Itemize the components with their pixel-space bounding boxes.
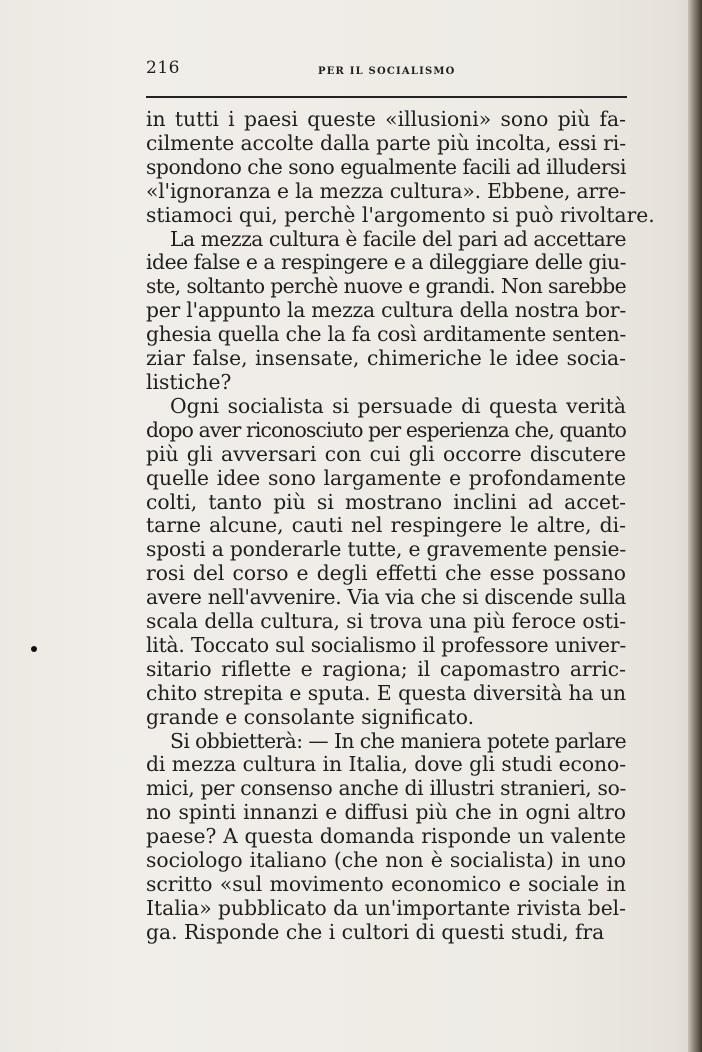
text-line: in tutti i paesi queste «illusioni» sono più fa- [146,107,626,131]
page-edge-shadow [688,0,702,1052]
text-line: «l'ignoranza e la mezza cultura». Ebbene, arre- [146,178,626,203]
text-line: colti, tanto più si mostrano inclini ad accet- [146,489,626,514]
page-number: 216 [146,58,180,78]
text-line: lità. Toccato sul socialismo il professore univer- [146,632,626,657]
text-line: di mezza cultura in Italia, dove gli studi econo- [146,752,626,777]
text-line: no spinti innanzi e diffusi più che in ogni altro [146,800,626,825]
text-line: sitario riflette e ragiona; il capomastro arric- [146,656,626,681]
paragraph-start-line: Si obbietterà: — In che maniera potete parlare [170,728,626,753]
text-line: grande e consolante significato. [146,704,475,729]
running-head: PER IL SOCIALISMO [318,66,456,77]
text-line: stiamoci qui, perchè l'argomento si può rivoltare. [146,202,655,227]
text-line: ste, soltanto perchè nuove e grandi. Non sarebbe [146,274,626,299]
paragraph-start-line: La mezza cultura è facile del pari ad accettare [170,226,626,251]
text-line: chito strepita e sputa. E questa diversità ha un [146,680,626,705]
text-line: quelle idee sono largamente e profondamente [146,465,626,490]
header-rule [146,96,627,98]
ink-mark [31,646,37,652]
text-line: cilmente accolte dalla parte più incolta, essi ri- [146,130,626,155]
text-line: rosi del corso e degli effetti che esse possano [146,561,626,586]
text-line: mici, per consenso anche di illustri stranieri, so- [146,776,626,801]
text-line: tarne alcune, cauti nel respingere le altre, di- [146,513,626,538]
text-line: più gli avversari con cui gli occorre discutere [146,441,626,466]
text-line: scala della cultura, si trova una più feroce osti- [146,609,626,634]
text-line: Italia» pubblicato da un'importante rivista bel- [146,895,626,920]
text-line: avere nell'avvenire. Via via che si discende sulla [146,585,626,610]
text-line: ziar false, insensate, chimeriche le idee socia- [146,346,626,371]
text-line: listiche? [146,369,232,394]
text-line: paese? A questa domanda risponde un valente [146,824,626,849]
page-header [146,58,626,90]
text-line: sposti a ponderarle tutte, e gravemente pensie- [146,537,626,562]
body-text [146,107,655,945]
text-line: ga. Risponde che i cultori di questi studi, fra [146,919,605,944]
text-line: ghesia quella che la fa così arditamente senten- [146,322,626,347]
text-line: spondono che sono egualmente facili ad illudersi [146,154,626,179]
paragraph-start-line: Ogni socialista si persuade di questa verità [170,393,626,418]
text-line: per l'appunto la mezza cultura della nostra bor- [146,298,626,323]
text-line: scritto «sul movimento economico e sociale in [146,872,626,896]
text-line: idee false e a respingere e a dileggiare delle giu- [146,250,626,275]
text-line: dopo aver riconosciuto per esperienza che, quanto [146,417,626,442]
text-line: sociologo italiano (che non è socialista) in uno [146,848,626,873]
